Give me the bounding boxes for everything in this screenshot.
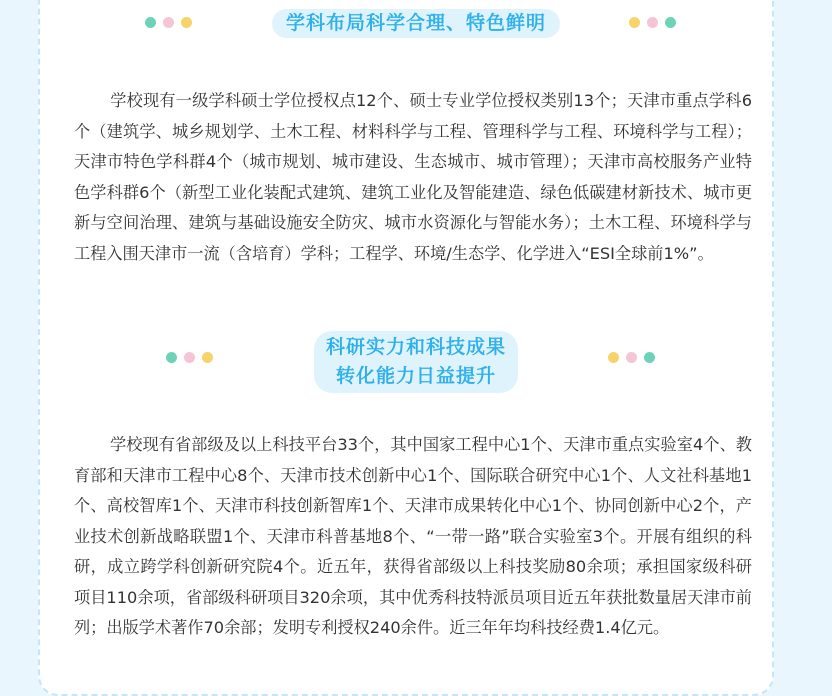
section-heading	[314, 331, 518, 393]
decorative-dots-right	[608, 352, 655, 363]
section-paragraph	[74, 430, 752, 644]
dot-green-icon	[644, 352, 655, 363]
dot-pink-icon	[647, 17, 658, 28]
section-heading-row	[0, 9, 832, 38]
dot-pink-icon	[626, 352, 637, 363]
dot-yellow-icon	[629, 17, 640, 28]
section-paragraph	[74, 86, 752, 269]
section-heading	[272, 9, 560, 38]
paragraph-text: 学校现有省部级及以上科技平台33个，其中国家工程中心1个、天津市重点实验室4个、教育部和天津市工程中心8个、天津市技术创新中心1个、国际联合研究中心1个、人文社科基地1个、高校智库1个、天津市科技创新智库1个、天津市成果转化中心1个、协同创新中心2个，产业技术创新战略联盟1个、天津市科普基地8个、“一带一路”联合实验室3个。开展有组织的科研，成立跨学科创新研究院4个。近五年，获得省部级以上科技奖励80余项；承担国家级科研项目110余项，省部级科研项目320余项，其中优秀科技特派员项目近五年获批数量居天津市前列；出版学术著作70余部；发明专利授权240余件。近三年年均科技经费1.4亿元。	[74, 435, 752, 637]
dot-green-icon	[665, 17, 676, 28]
section-heading-line-2: 转化能力日益提升	[335, 365, 496, 387]
dot-yellow-icon	[608, 352, 619, 363]
section-heading-row	[0, 331, 832, 393]
section-heading-text: 学科布局科学合理、特色鲜明	[285, 12, 546, 34]
decorative-dots-right	[629, 17, 676, 28]
section-heading-line-1: 科研实力和科技成果	[325, 336, 506, 358]
paragraph-text: 学校现有一级学科硕士学位授权点12个、硕士专业学位授权类别13个；天津市重点学科6个（建筑学、城乡规划学、土木工程、材料科学与工程、管理科学与工程、环境科学与工程）；天津市特色学科群4个（城市规划、城市建设、生态城市、城市管理）；天津市高校服务产业特色学科群6个（新型工业化装配式建筑、建筑工业化及智能建造、绿色低碳建材新技术、城市更新与空间治理、建筑与基础设施安全防灾、城市水资源化与智能水务）；土木工程、环境科学与工程入围天津市一流（含培育）学科；工程学、环境/生态学、化学进入“ESI全球前1%”。	[74, 91, 752, 263]
